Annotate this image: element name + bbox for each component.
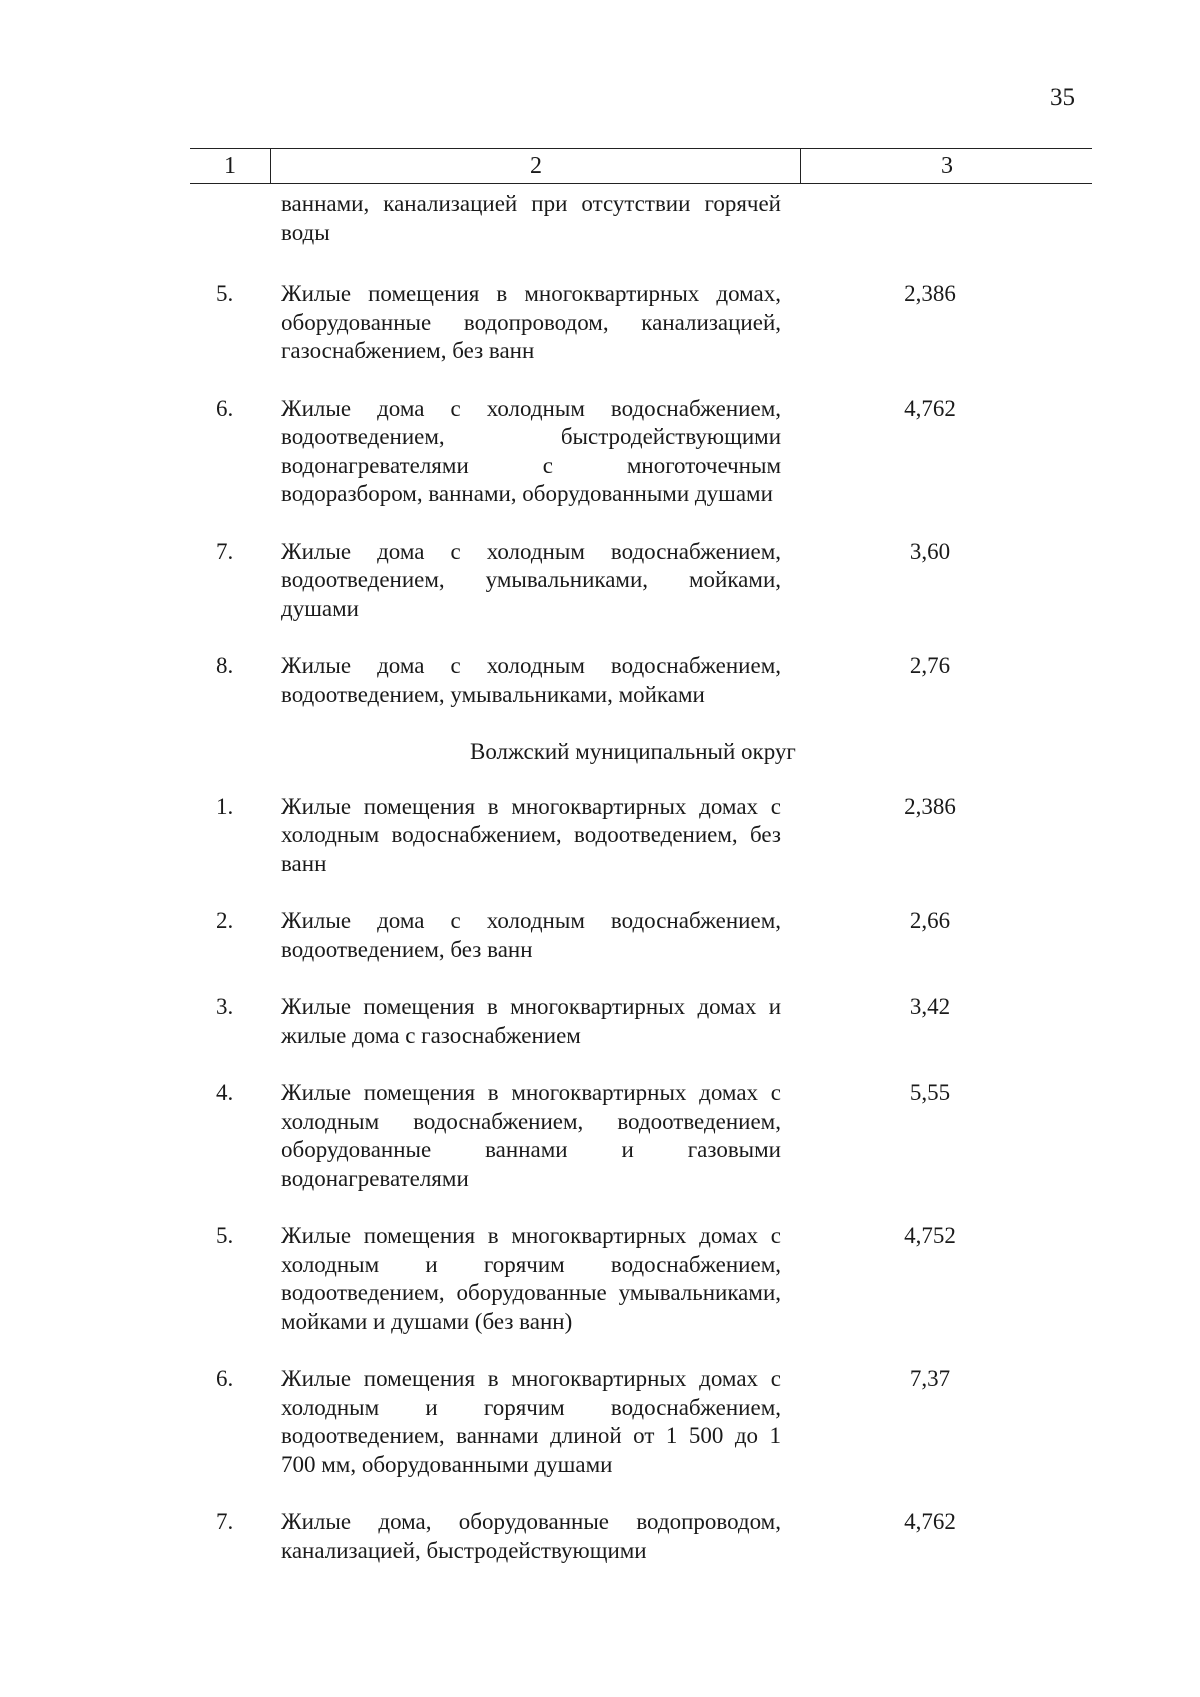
header-col-1: 1 [224,153,236,179]
row-description: Жилые дома с холодным водоснабжением, водоотведением, без ванн [281,908,781,962]
table-row [0,1079,1200,1193]
table-row [0,793,1200,879]
table-row [0,395,1200,509]
table-row [0,1222,1200,1336]
table-row-continuation [0,190,1200,247]
row-number: 3. [216,994,234,1019]
row-description: Жилые помещения в многоквартирных домах, оборудованные водопроводом, канализацией, газоснабжением, без ванн [281,281,781,363]
row-value: 5,55 [909,1080,951,1105]
row-description: Жилые помещения в многоквартирных домах с холодным и горячим водоснабжением, водоотведением, оборудованные умывальниками, мойками и душами (без ванн) [281,1223,781,1334]
row-value: 3,42 [909,994,951,1019]
row-value: 2,386 [904,281,956,306]
header-col-2: 2 [270,149,801,183]
row-value: 7,37 [909,1366,951,1391]
table-row [0,1365,1200,1479]
row-description: Жилые дома с холодным водоснабжением, водоотведением, быстродействующими водонагревателями с многоточечным водоразбором, ваннами, оборудованными душами [281,395,781,506]
row-value: 2,386 [904,793,956,819]
row-number: 1. [216,793,234,819]
table-row [0,652,1200,709]
row-description: Жилые дома с холодным водоснабжением, водоотведением, умывальниками, мойками, душами [281,538,781,621]
row-description: Жилые помещения в многоквартирных домах и жилые дома с газоснабжением [281,994,781,1048]
row-number: 2. [216,908,234,933]
row-value: 4,752 [904,1223,956,1248]
page-number: 35 [1050,84,1075,111]
row-number: 5. [216,281,234,306]
section-title: Волжский муниципальный округ [470,739,796,764]
row-description: Жилые помещения в многоквартирных домах с холодным водоснабжением, водоотведением, без ванн [281,793,781,876]
table-row [0,993,1200,1050]
row-value: 4,762 [904,395,956,421]
row-number: 6. [216,1366,234,1391]
row-value: 2,66 [909,908,951,933]
row-number: 7. [216,538,234,564]
row-value: 4,762 [904,1509,956,1534]
row-description: Жилые дома, оборудованные водопроводом, канализацией, быстродействующими [281,1509,781,1563]
header-col-3: 3 [800,149,1093,183]
row-number: 4. [216,1080,234,1105]
table-header [190,148,1092,184]
row-number: 7. [216,1509,234,1534]
table-body [0,190,1200,1594]
table-row [0,538,1200,624]
table-row [0,280,1200,366]
row-value: 2,76 [909,653,951,678]
table-row [0,1508,1200,1565]
row-value: 3,60 [909,538,951,564]
row-description: Жилые помещения в многоквартирных домах с холодным водоснабжением, водоотведением, оборудованные ваннами и газовыми водонагревателями [281,1080,781,1191]
table-row [0,907,1200,964]
row-description: Жилые дома с холодным водоснабжением, водоотведением, умывальниками, мойками [281,653,781,707]
row-description: ваннами, канализацией при отсутствии горячей воды [281,191,781,245]
row-number: 6. [216,395,234,421]
row-description: Жилые помещения в многоквартирных домах с холодным и горячим водоснабжением, водоотведением, ваннами длиной от 1 500 до 1 700 мм, оборудованными душами [281,1366,781,1477]
row-number: 8. [216,653,234,678]
row-number: 5. [216,1223,234,1248]
